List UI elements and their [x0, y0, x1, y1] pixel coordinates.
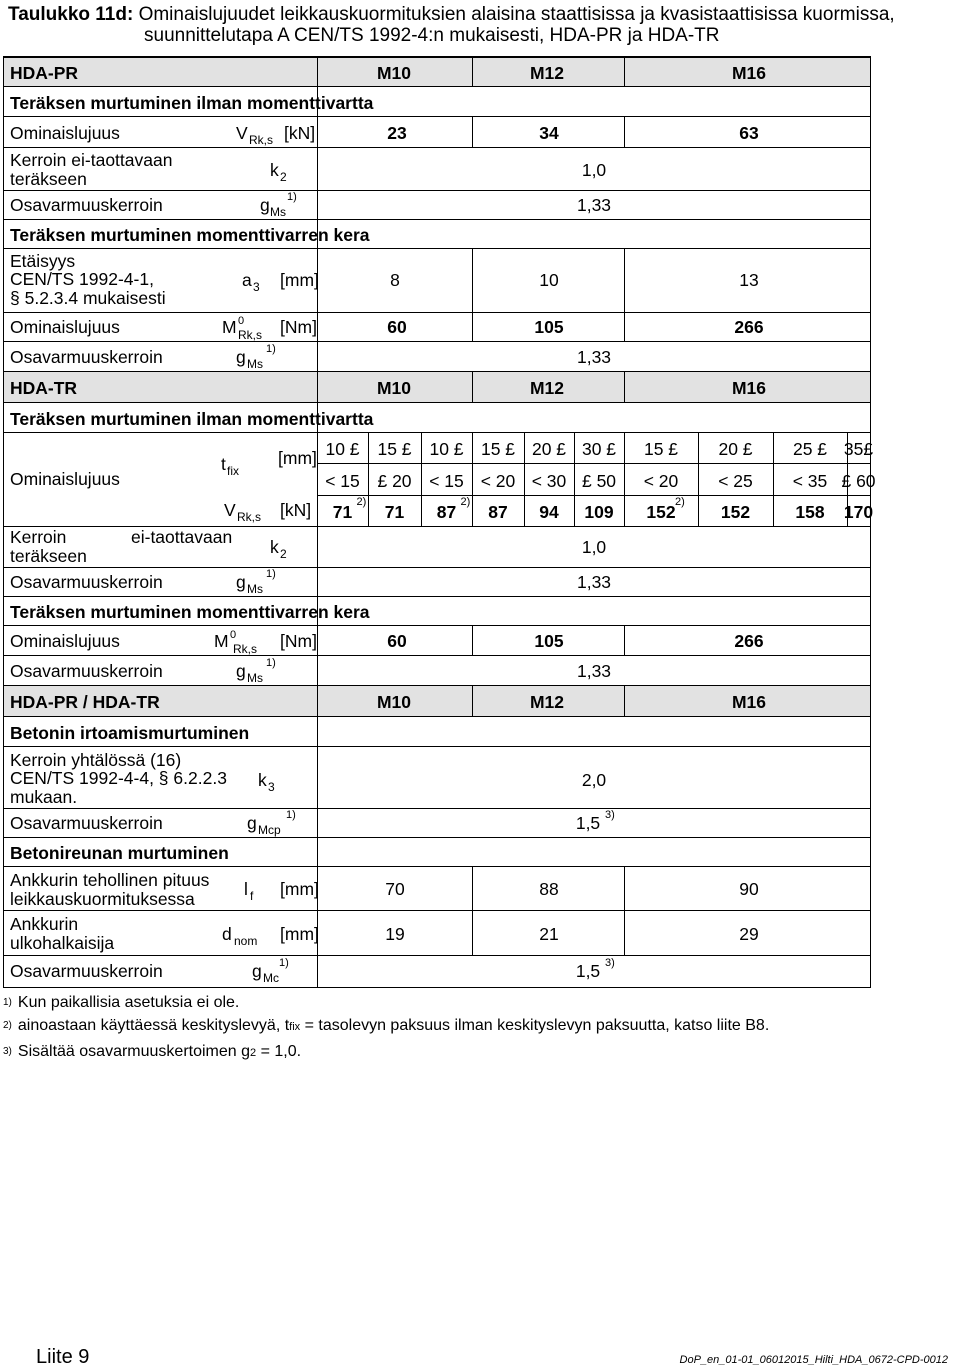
vrks-value-2: 87 — [436, 502, 457, 522]
size-m16: M16 — [731, 692, 767, 712]
grid-line — [698, 432, 699, 526]
table-number: Taulukko 11d: — [8, 4, 134, 25]
tfix-min-3: 15 £ — [480, 439, 516, 459]
product-name: HDA-PR / HDA-TR — [10, 692, 160, 712]
document-id: DoP_en_01-01_06012015_Hilti_HDA_0672-CPD-0012 — [679, 1354, 948, 1366]
resistance-table: HDA-PR M10 M12 M16 Teräksen murtuminen ilman momenttivartta Ominaislujuus V Rk,s [kN] 23 34 63 Kerroin ei-taottavaan teräkseen k 2 1,0 Osavarmuuskerroin g Ms 1) 1,33 Teräksen murtuminen momenttivarren kera Etäisyys CEN/TS 1992-4-1, § 5.2.3.4 mukaisesti a 3 [mm] 8 10 13 Ominaislujuus M 0 Rk,s [Nm] 60 105 266 Osavarmuuskerroin g Ms 1) 1,33 HDA-TR M10 M12 M16 Teräksen murtuminen ilman momenttivartta Ominaislujuus t fix [mm] V Rk,s [kN] 10 £ < 15 71 2) 15 £ £ 20 71 10 £ < 15 87 2) 15 £ < 20 87 20 £ < 30 94 30 £ £ 50 109 15 £ < 20 152 2) 20 £ < 25 152 25 £ < 35 158 35£ £ 60 170 Kerroin ei-taottavaan teräkseen k 2 1,0 Osavarmuuskerroin g Ms 1) 1,33 Teräksen murtuminen momenttivarren kera Ominaislujuus M 0 Rk,s [Nm] 60 105 266 Osavarmuuskerroin g Ms 1) 1,33 HDA-PR / HDA-TR M10 M12 M16 Betonin irtoamismurtuminen Kerroin yhtälössä (16) CEN/TS 1992-4-4, § 6.2.2.3 mukaan. k 3 2,0 Osavarmuuskerroin g Mcp 1) 1,5 3) Betonireunan murtuminen Ankkurin tehollinen pituus leikkauskuormituksessa l f [mm] 70 88 90 Ankkurin ulkohalkaisija d nom [mm] 19 21 29 Osavarmuuskerroin g Mc 1) 1,5 3) — [3, 56, 871, 988]
grid-line — [574, 432, 575, 526]
size-m12: M12 — [529, 378, 565, 398]
product-name: HDA-PR — [10, 63, 79, 83]
footnote-1: $^{1)}$ Kun paikallisia asetuksia ei ole. — [3, 994, 240, 1011]
vrks-note-0: 2) — [356, 496, 367, 508]
tfix-min-5: 30 £ — [581, 439, 617, 459]
grid-line — [368, 432, 369, 526]
grid-line — [524, 432, 525, 526]
title-line-1: Ominaislujuudet leikkauskuormituksien alaisina staattisissa ja kvasistaattisissa kuormissa, — [138, 4, 895, 25]
header-hda-tr — [4, 371, 870, 403]
tfix-max-1: £ 20 — [377, 471, 412, 491]
vrks-value-4: 94 — [539, 502, 559, 522]
grid-line — [847, 432, 848, 526]
tfix-min-6: 15 £ — [643, 439, 679, 459]
tfix-max-5: £ 50 — [581, 471, 617, 491]
vrks-note-6: 2) — [675, 496, 685, 508]
tfix-max-8: < 35 — [792, 471, 828, 491]
vrks-value-9: 170 — [843, 502, 874, 522]
size-m10: M10 — [376, 63, 412, 83]
tfix-max-6: < 20 — [643, 471, 679, 491]
vrks-value-6: 152 — [646, 502, 676, 522]
grid-line — [773, 432, 774, 526]
row-tfix-vrks: Ominaislujuus t fix [mm] V Rk,s [kN] 10 £ < 15 71 2) 15 £ £ 20 71 10 £ < 15 87 2) 15 £ < 20 87 20 £ < 30 94 30 £ £ 50 109 15 £ < 20 152 2) 20 £ < 25 152 25 £ < 35 158 35£ £ 60 170 — [10, 439, 876, 524]
size-m12: M12 — [529, 63, 565, 83]
product-name: HDA-TR — [10, 378, 78, 398]
vrks-value-1: 71 — [384, 502, 405, 522]
header-both — [4, 685, 870, 717]
tfix-min-4: 20 £ — [531, 439, 567, 459]
tfix-min-9: 35£ — [843, 439, 874, 459]
table-title — [8, 4, 952, 46]
tfix-min-7: 20 £ — [718, 439, 753, 459]
tfix-max-9: £ 60 — [841, 471, 876, 491]
vrks-value-5: 109 — [584, 502, 614, 522]
tfix-min-0: 10 £ — [325, 439, 360, 459]
size-m16: M16 — [731, 378, 767, 398]
vrks-value-3: 87 — [488, 502, 508, 522]
vrks-value-7: 152 — [720, 502, 751, 522]
header-hda-pr — [4, 57, 870, 87]
size-m10: M10 — [376, 378, 412, 398]
vrks-value-0: 71 — [332, 502, 353, 522]
tfix-max-3: < 20 — [480, 471, 516, 491]
size-m10: M10 — [376, 692, 412, 712]
tfix-max-2: < 15 — [429, 471, 464, 491]
tfix-max-4: < 30 — [531, 471, 567, 491]
tfix-max-7: < 25 — [718, 471, 753, 491]
vrks-value-8: 158 — [795, 502, 825, 522]
vrks-note-2: 2) — [460, 496, 471, 508]
size-m16: M16 — [731, 63, 767, 83]
tfix-min-1: 15 £ — [377, 439, 412, 459]
tfix-min-2: 10 £ — [429, 439, 464, 459]
grid-line — [421, 432, 422, 526]
tfix-max-0: < 15 — [325, 471, 360, 491]
title-line-2: suunnittelutapa A CEN/TS 1992-4:n mukaisesti, HDA-PR ja HDA-TR — [144, 25, 720, 46]
grid-line — [472, 432, 473, 526]
page-label: Liite 9 — [36, 1346, 90, 1368]
tfix-min-8: 25 £ — [792, 439, 828, 459]
footnote-2: $^{2)}$ ainoastaan käyttäessä keskityslevyä, tfix = tasolevyn paksuus ilman keskityslevyn paksuutta, katso liite B8. — [3, 1017, 770, 1034]
size-m12: M12 — [529, 692, 565, 712]
footnote-3: $^{3)}$ Sisältää osavarmuuskertoimen g2 = 1,0. — [3, 1043, 302, 1060]
grid-line — [624, 432, 625, 526]
